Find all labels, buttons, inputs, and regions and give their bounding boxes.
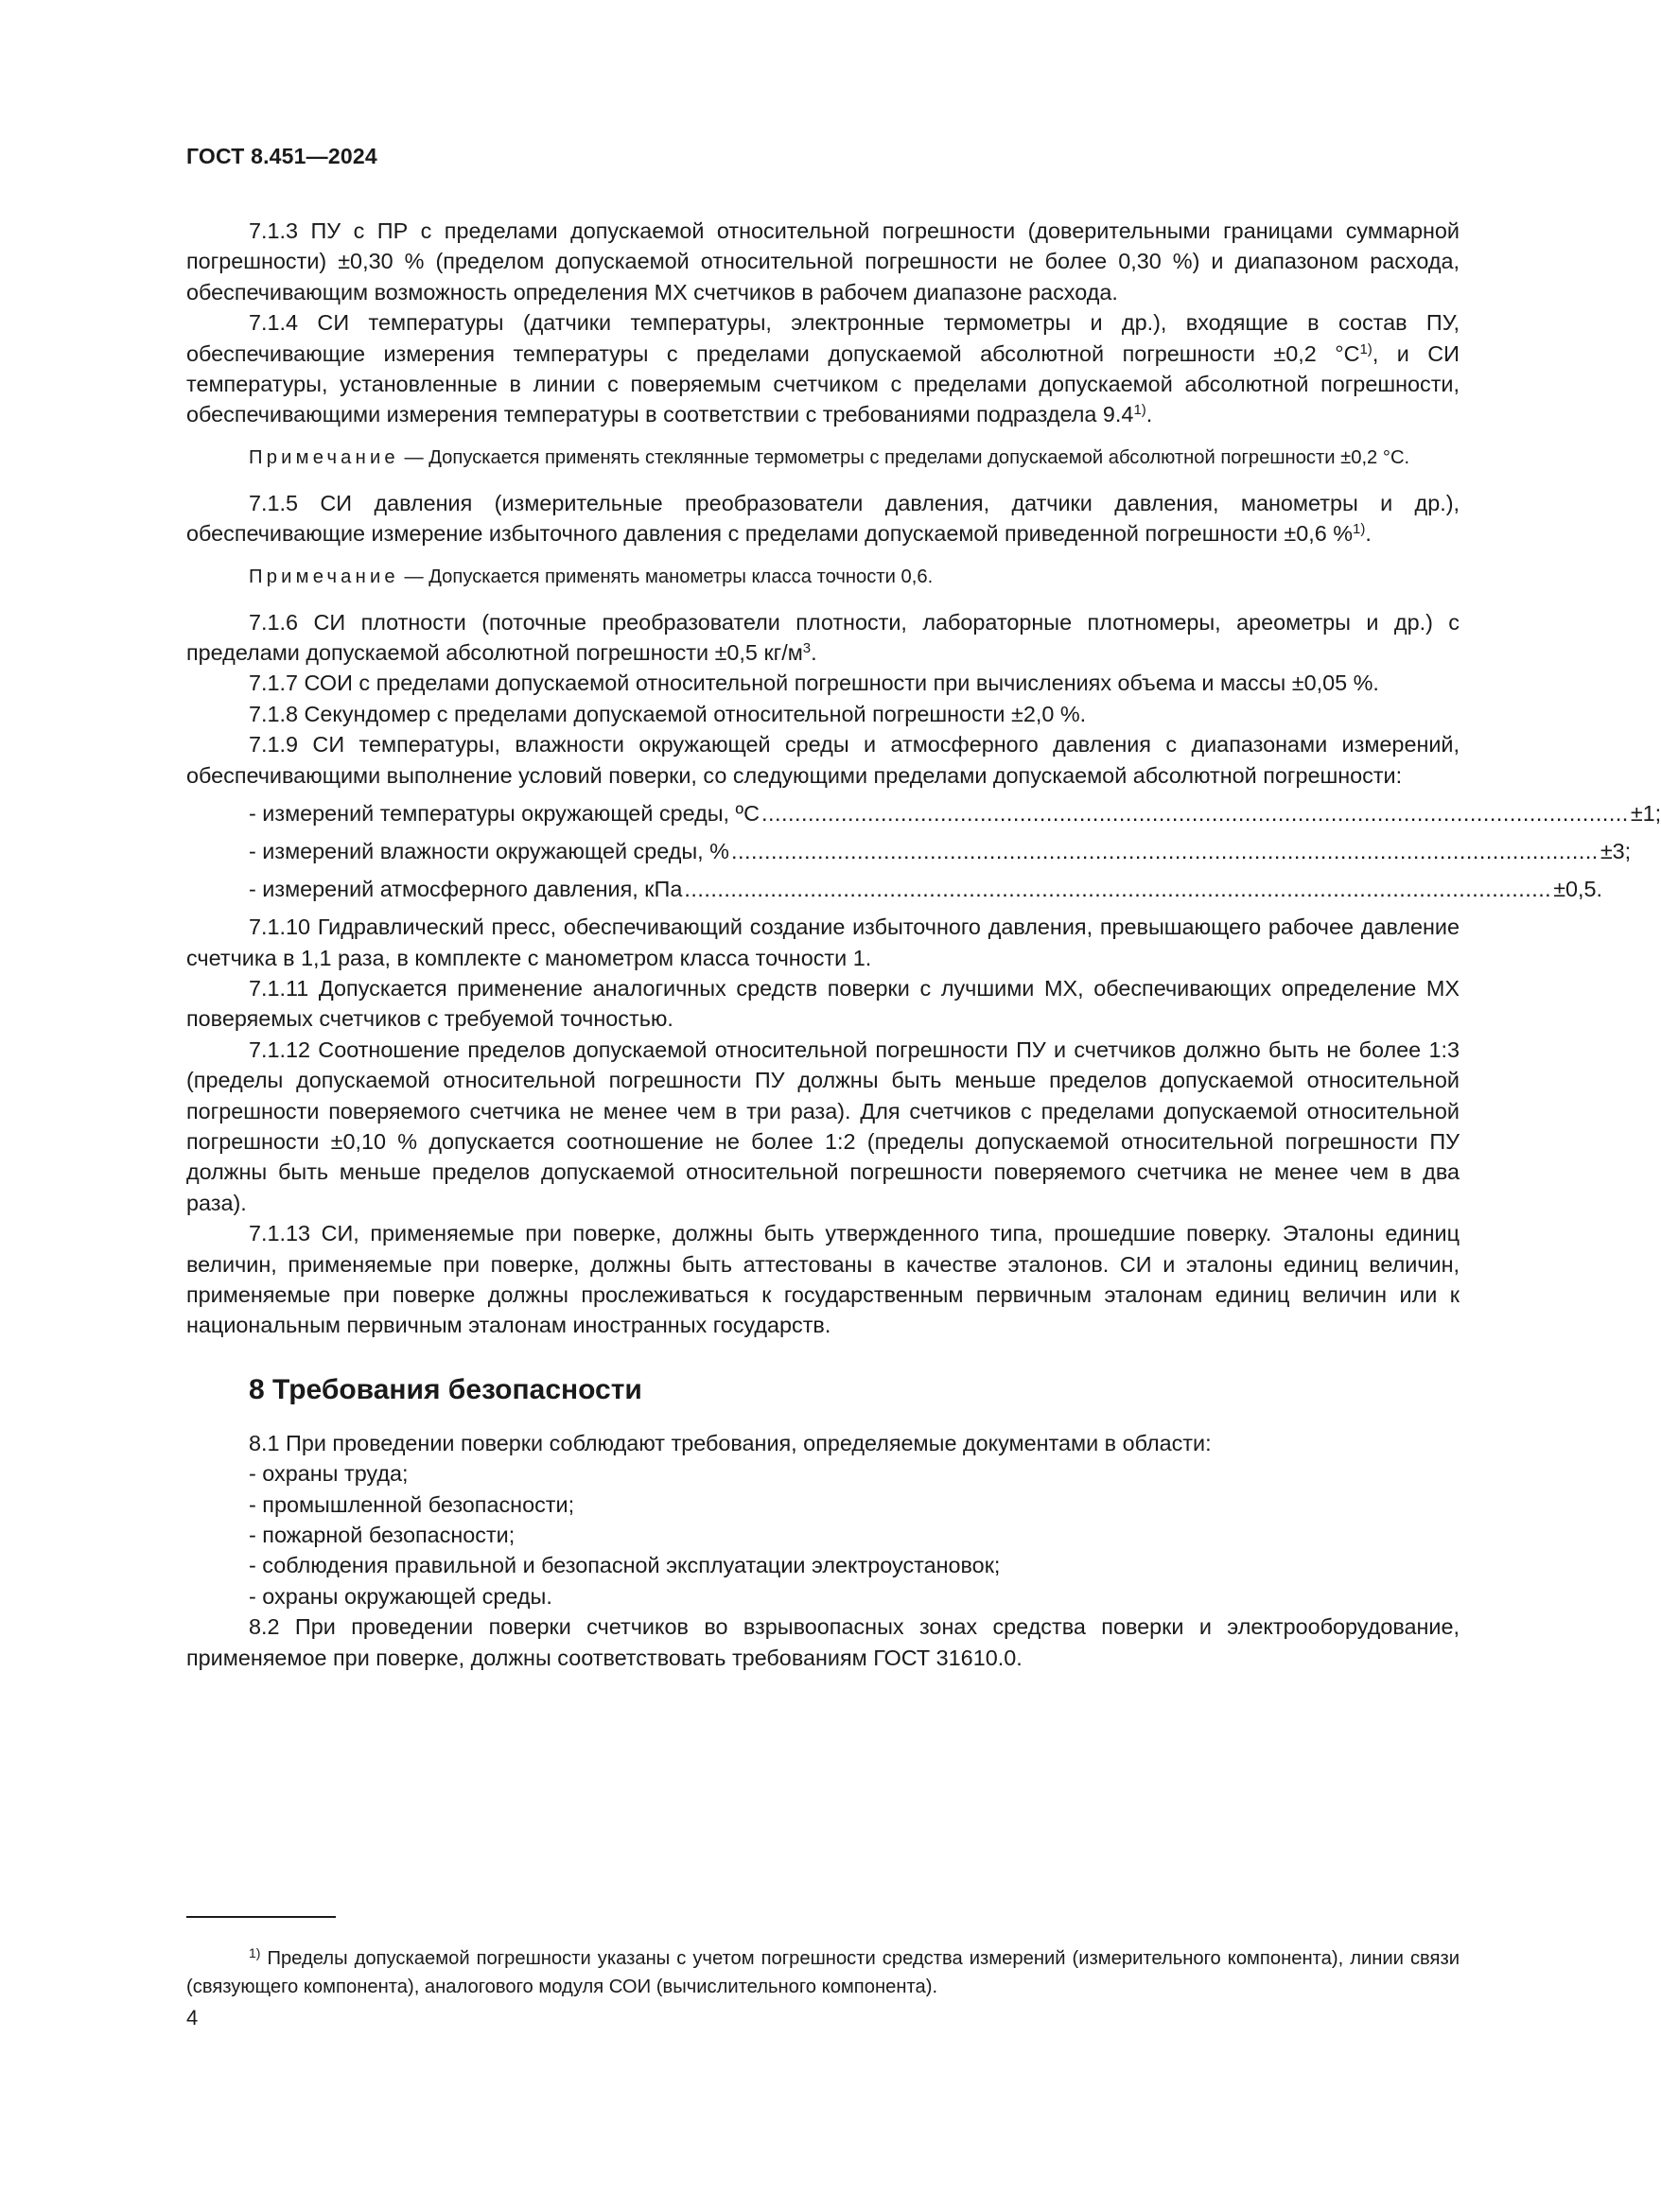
measure-item-pressure: - измерений атмосферного давления, кПа ................................................................................................................................... ±0,5. — [249, 874, 1275, 904]
footnote: $^{1)}$ Пределы допускаемой погрешности указаны с учетом погрешности средства измерений (измерительного компонента), линии связи (связующего компонента), аналогового модуля СОИ (вычислительного компонента). — [186, 1945, 1460, 1998]
paragraph-8-1: 8.1 При проведении поверки соблюдают требования, определяемые документами в области: — [249, 1430, 1212, 1455]
footnote-divider — [186, 1916, 336, 1918]
section-heading: 8 Требования безопасности — [249, 1373, 642, 1405]
leader-dots: ................................................................................................................................... — [730, 839, 1599, 864]
paragraph-7-1-11: 7.1.11 Допускается применение аналогичных средств поверки с лучшими МХ, обеспечивающих определение МХ поверяемых счетчиков с требуемой точностью. — [186, 975, 1460, 1032]
list-item: - промышленной безопасности; — [249, 1491, 575, 1517]
paragraph-7-1-4: 7.1.4 СИ температуры (датчики температуры, электронные термометры и др.), входящие в состав ПУ, обеспечивающие измерения температуры с пределами допускаемой абсолютной погрешности ±0,2 $^\circ C^{1)}$, и СИ температуры, установленные в линии с поверяемым счетчиком с пределами допускаемой абсолютной погрешности, обеспечивающими измерения температуры в соответствии с требованиями подраздела 9.4$^{1)}$. — [186, 310, 1460, 427]
list-item: - охраны труда; — [249, 1461, 409, 1487]
paragraph-7-1-5: 7.1.5 СИ давления (измерительные преобразователи давления, датчики давления, манометры и др.), обеспечивающие измерение избыточного давления с пределами допускаемой приведенной погрешности ±0,6 %$^{1)}$. — [186, 490, 1460, 547]
measure-item-temperature: - измерений температуры окружающей среды, ºС ................................................................................................................................... ±1; — [249, 798, 1275, 828]
document-body — [186, 216, 1661, 1673]
paragraph-7-1-13: 7.1.13 СИ, применяемые при поверке, должны быть утвержденного типа, прошедшие поверку. Эталоны единиц величин, применяемые при поверке, должны быть аттестованы в качестве эталонов. СИ и эталоны единиц величин, применяемые при поверке должны прослеживаться к государственным первичным эталонам единиц величин или к национальным первичным эталонам иностранных государств. — [186, 1221, 1460, 1338]
note-manometers: Примечание — Допускается применять манометры класса точности 0,6. — [249, 566, 934, 587]
leader-dots: ................................................................................................................................... — [761, 801, 1629, 827]
measure-item-humidity: - измерений влажности окружающей среды, % ................................................................................................................................... ±3; — [249, 836, 1275, 866]
page-number: 4 — [186, 2006, 199, 2029]
leader-dots: ................................................................................................................................... — [684, 877, 1552, 902]
note-thermometers: Примечание — Допускается применять стеклянные термометры с пределами допускаемой абсолютной погрешности ±0,2 °C. — [249, 446, 1410, 468]
document-header: ГОСТ 8.451—2024 — [186, 144, 377, 168]
note-label: Примечание — [249, 446, 399, 468]
list-item: - пожарной безопасности; — [249, 1523, 516, 1547]
footnote-ref: 1) — [1359, 340, 1373, 357]
cubic-superscript: 3 — [802, 640, 812, 657]
footnote-ref: 1) — [1133, 402, 1146, 419]
footnote-ref: 1) — [1353, 521, 1366, 538]
paragraph-7-1-10: 7.1.10 Гидравлический пресс, обеспечивающий создание избыточного давления, превышающего рабочее давление счетчика в 1,1 раза, в комплекте с манометром класса точности 1. — [186, 914, 1460, 970]
list-item: - охраны окружающей среды. — [249, 1583, 552, 1609]
paragraph-7-1-8: 7.1.8 Секундомер с пределами допускаемой относительной погрешности ±2,0 %. — [249, 701, 1087, 726]
footnote-marker: 1) — [249, 1945, 261, 1961]
list-item: - соблюдения правильной и безопасной эксплуатации электроустановок; — [249, 1553, 1001, 1578]
paragraph-7-1-3: 7.1.3 ПУ с ПР с пределами допускаемой относительной погрешности (доверительными границами суммарной погрешности) ±0,30 % (пределом допускаемой относительной погрешности не более 0,30 %) и диапазоном расхода, обеспечивающим возможность определения МХ счетчиков в рабочем диапазоне расхода. — [186, 218, 1460, 305]
paragraph-7-1-6: 7.1.6 СИ плотности (поточные преобразователи плотности, лабораторные плотномеры, ареометры и др.) с пределами допускаемой абсолютной погрешности ±0,5 $кг/м^3$. — [186, 609, 1460, 666]
paragraph-7-1-12: 7.1.12 Соотношение пределов допускаемой относительной погрешности ПУ и счетчиков должно быть не более 1:3 (пределы допускаемой относительной погрешности ПУ должны быть меньше пределов допускаемой относительной погрешности поверяемого счетчика не менее чем в три раза). Для счетчиков с пределами допускаемой относительной погрешности ±0,10 % допускается соотношение не более 1:2 (пределы допускаемой относительной погрешности ПУ должны быть меньше пределов допускаемой относительной погрешности поверяемого счетчика не менее чем в два раза). — [186, 1036, 1460, 1215]
paragraph-8-2: 8.2 При проведении поверки счетчиков во взрывоопасных зонах средства поверки и электрооборудование, применяемое при поверке, должны соответствовать требованиям ГОСТ 31610.0. — [186, 1614, 1460, 1670]
note-label: Примечание — [249, 566, 399, 587]
paragraph-7-1-7: 7.1.7 СОИ с пределами допускаемой относительной погрешности при вычислениях объема и массы ±0,05 %. — [249, 671, 1379, 696]
paragraph-7-1-9: 7.1.9 СИ температуры, влажности окружающей среды и атмосферного давления с диапазонами измерений, обеспечивающими выполнение условий поверки, со следующими пределами допускаемой абсолютной погрешности: — [186, 732, 1460, 788]
